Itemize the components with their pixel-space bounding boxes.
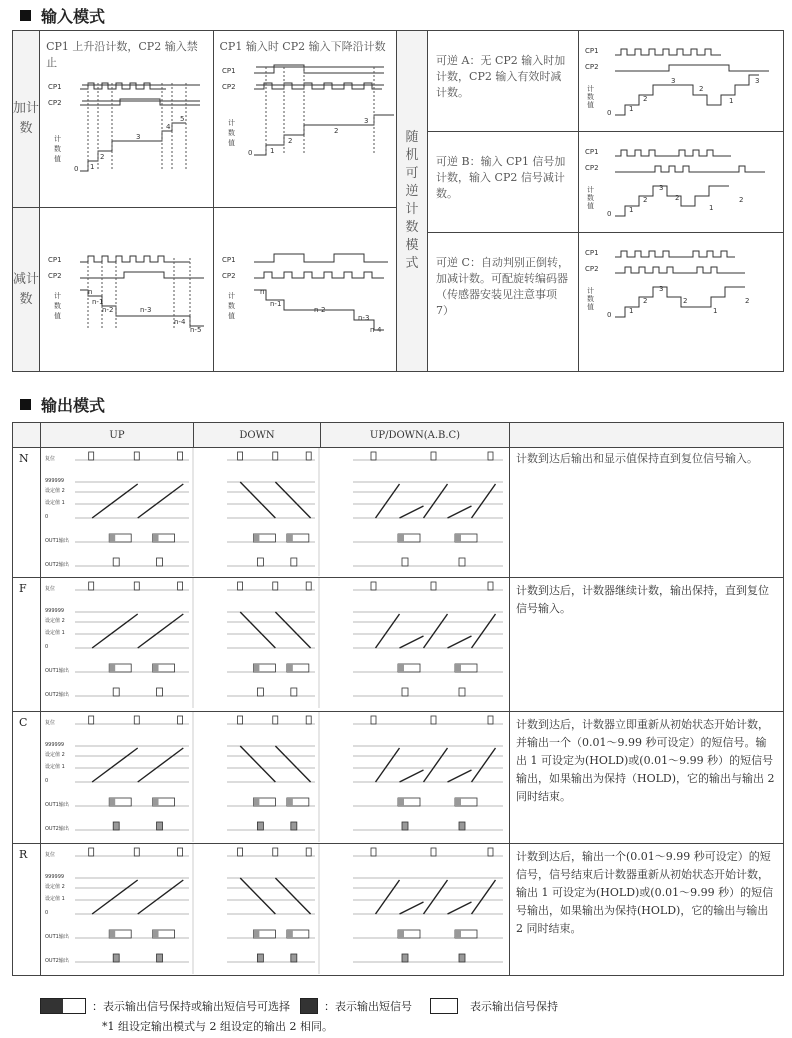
header-updown: UP/DOWN(A.B.C) — [321, 423, 510, 448]
diagram-label: 0 — [45, 514, 49, 520]
add-waveform-2 — [214, 55, 396, 175]
output-row-f — [13, 578, 784, 712]
sub-waveform-1 — [40, 208, 212, 368]
svg-text:值: 值 — [54, 312, 62, 320]
svg-text:1: 1 — [709, 204, 714, 212]
svg-text:CP2: CP2 — [585, 164, 599, 172]
legend-item2: ：表示输出短信号 — [324, 1000, 412, 1013]
sub-count-cell-1 — [40, 208, 213, 372]
header-down: DOWN — [194, 423, 321, 448]
mode-label-f: F — [13, 578, 41, 712]
mode-label-r: R — [13, 844, 41, 976]
legend — [40, 998, 558, 1034]
svg-text:2: 2 — [287, 137, 292, 145]
input-mode-table — [12, 30, 784, 372]
rev-b-waveform — [579, 132, 779, 232]
diagram-label: 999999 — [45, 608, 65, 614]
short-signal-swatch — [300, 998, 318, 1014]
svg-text:2: 2 — [745, 297, 750, 305]
svg-text:值: 值 — [227, 139, 235, 147]
svg-text:3: 3 — [659, 184, 664, 192]
diagram-label: 0 — [45, 910, 49, 916]
add-waveform-1 — [40, 71, 212, 191]
svg-text:计: 计 — [587, 186, 595, 194]
rev-a-text: 可逆 A：无 CP2 输入时加计数，CP2 输入有效时减计数。 — [436, 54, 566, 99]
svg-text:计: 计 — [587, 85, 595, 93]
svg-text:计: 计 — [227, 292, 235, 300]
svg-text:n-1: n-1 — [92, 298, 104, 306]
svg-text:CP2: CP2 — [48, 272, 62, 280]
diagram-label: 复位 — [45, 456, 56, 462]
diagram-label: 复位 — [45, 586, 56, 592]
svg-text:值: 值 — [587, 303, 595, 311]
svg-text:值: 值 — [227, 312, 235, 320]
output-section-title: 输出模式 — [41, 396, 106, 415]
square-bullet-icon — [20, 10, 31, 21]
header-blank — [13, 423, 41, 448]
add-count-cell-2 — [213, 31, 396, 208]
rev-b-text: 可逆 B：输入 CP1 信号加计数，输入 CP2 信号减计数。 — [436, 155, 566, 200]
svg-text:n-3: n-3 — [140, 306, 152, 314]
svg-text:n-2: n-2 — [313, 306, 325, 314]
rev-a-waveform — [579, 31, 779, 131]
legend-row — [40, 998, 558, 1014]
svg-text:3: 3 — [659, 285, 664, 293]
svg-text:CP2: CP2 — [48, 99, 62, 107]
diagram-label: 设定值 2 — [45, 618, 65, 624]
diagram-label: 设定值 2 — [45, 884, 65, 890]
svg-text:1: 1 — [629, 307, 634, 315]
svg-text:值: 值 — [587, 202, 595, 210]
svg-text:n-2: n-2 — [102, 306, 114, 314]
diagram-label: 设定值 2 — [45, 488, 65, 494]
svg-text:1: 1 — [629, 206, 634, 214]
reversible-modes — [428, 31, 784, 372]
diagram-label: 复位 — [45, 720, 56, 726]
output-section-heading — [20, 393, 105, 416]
diagram-label: OUT1输出 — [45, 934, 69, 940]
svg-text:数: 数 — [587, 194, 595, 202]
header-description — [510, 423, 784, 448]
svg-text:CP1: CP1 — [221, 256, 236, 264]
svg-text:5: 5 — [180, 115, 185, 123]
svg-text:计: 计 — [587, 287, 595, 295]
svg-text:数: 数 — [587, 93, 595, 101]
svg-text:计: 计 — [227, 119, 235, 127]
mode-c-diagrams — [41, 712, 510, 844]
diagram-label: OUT1输出 — [45, 538, 69, 544]
rev-a-cell — [428, 31, 579, 132]
output-row-c — [13, 712, 784, 844]
svg-text:4: 4 — [166, 123, 171, 131]
svg-text:n-4: n-4 — [369, 326, 381, 334]
svg-text:值: 值 — [587, 101, 595, 109]
svg-text:3: 3 — [755, 77, 760, 85]
add-count-label: 加计数 — [13, 31, 40, 208]
mode-f-waveforms — [41, 578, 507, 710]
svg-text:CP2: CP2 — [585, 265, 599, 273]
svg-text:0: 0 — [607, 311, 612, 319]
diagram-label: OUT2输出 — [45, 562, 69, 568]
svg-text:数: 数 — [54, 145, 62, 153]
random-reversible-label: 随机可逆计数模式 — [396, 31, 427, 372]
mode-label-n: N — [13, 448, 41, 578]
svg-text:CP1: CP1 — [585, 148, 599, 156]
svg-text:CP2: CP2 — [585, 63, 599, 71]
diagram-label: 999999 — [45, 742, 65, 748]
mode-desc-f: 计数到达后，计数器继续计数，输出保持，直到复位信号输入。 — [510, 578, 784, 712]
rev-a-diagram-cell — [579, 31, 783, 132]
mode-desc-c: 计数到达后，计数器立即重新从初始状态开始计数，并输出一个（0.01～9.99 秒可设定）的短信号。输出 1 可设定为(HOLD)或(0.01～9.99 秒）的短信号输出，如果输出为保持（HOLD)，它的输出与输出 2 同时结束。 — [510, 712, 784, 844]
input-section-heading — [20, 4, 105, 27]
mode-label-c: C — [13, 712, 41, 844]
svg-text:值: 值 — [54, 155, 62, 163]
mode-f-diagrams — [41, 578, 510, 712]
output-mode-table — [12, 422, 784, 976]
diagram-label: OUT2输出 — [45, 826, 69, 832]
svg-text:数: 数 — [587, 295, 595, 303]
svg-text:3: 3 — [136, 133, 141, 141]
svg-text:2: 2 — [643, 95, 648, 103]
svg-text:2: 2 — [683, 297, 688, 305]
rev-c-diagram-cell — [579, 233, 783, 372]
svg-text:2: 2 — [699, 85, 704, 93]
svg-text:n-4: n-4 — [174, 318, 186, 326]
sub-waveform-2 — [214, 208, 396, 368]
header-up: UP — [41, 423, 194, 448]
sub-count-label: 减计数 — [13, 208, 40, 372]
mode-n-diagrams — [41, 448, 510, 578]
diagram-label: 设定值 1 — [45, 896, 65, 902]
svg-text:2: 2 — [643, 196, 648, 204]
sub-count-cell-2 — [213, 208, 396, 372]
add-count-cell-1 — [40, 31, 213, 208]
svg-text:CP1: CP1 — [48, 256, 62, 264]
svg-text:2: 2 — [100, 153, 105, 161]
svg-text:数: 数 — [227, 129, 235, 137]
svg-text:n-1: n-1 — [269, 300, 281, 308]
add-cell1-text: CP1 上升沿计数，CP2 输入禁止 — [46, 40, 198, 69]
svg-text:2: 2 — [333, 127, 338, 135]
svg-text:2: 2 — [675, 194, 680, 202]
rev-c-text: 可逆 C：自动判别正倒转，加减计数。可配旋转编码器（传感器安装见注意事项 7） — [436, 256, 569, 317]
rev-b-diagram-cell — [579, 132, 783, 233]
diagram-label: 设定值 2 — [45, 752, 65, 758]
rev-c-cell — [428, 233, 579, 372]
hold-or-short-swatch — [40, 998, 86, 1014]
svg-text:CP2: CP2 — [221, 83, 236, 91]
mode-n-waveforms — [41, 448, 507, 576]
mode-desc-r: 计数到达后，输出一个(0.01～9.99 秒可设定）的短信号，信号结束后计数器重新从初始状态开始计数，输出 1 可设定为(HOLD)或(0.01～9.99 秒）的短信号输出，如果输出为保持(HOLD)，它的输出与输出 2 同时结束。 — [510, 844, 784, 976]
diagram-label: 999999 — [45, 874, 65, 880]
svg-text:n: n — [259, 288, 264, 296]
output-row-n — [13, 448, 784, 578]
diagram-label: OUT1输出 — [45, 668, 69, 674]
svg-text:1: 1 — [90, 163, 95, 171]
output-row-r — [13, 844, 784, 976]
diagram-label: OUT1输出 — [45, 802, 69, 808]
svg-text:n-5: n-5 — [190, 326, 202, 334]
add-cell2-text: CP1 输入时 CP2 输入下降沿计数 — [219, 40, 386, 53]
diagram-label: OUT2输出 — [45, 958, 69, 964]
svg-text:2: 2 — [739, 196, 744, 204]
svg-text:1: 1 — [269, 147, 274, 155]
svg-text:0: 0 — [247, 149, 252, 157]
diagram-label: 设定值 1 — [45, 500, 65, 506]
legend-item1: ：表示输出信号保持或输出短信号可选择 — [92, 1000, 290, 1013]
hold-signal-swatch — [430, 998, 458, 1014]
svg-text:CP1: CP1 — [585, 249, 599, 257]
diagram-label: 设定值 1 — [45, 764, 65, 770]
mode-r-diagrams — [41, 844, 510, 976]
diagram-label: 设定值 1 — [45, 630, 65, 636]
svg-text:2: 2 — [643, 297, 648, 305]
mode-c-waveforms — [41, 712, 507, 842]
svg-text:CP2: CP2 — [221, 272, 236, 280]
svg-text:3: 3 — [671, 77, 676, 85]
rev-c-waveform — [579, 233, 779, 333]
diagram-label: 复位 — [45, 852, 56, 858]
diagram-label: 0 — [45, 644, 49, 650]
svg-text:3: 3 — [363, 117, 368, 125]
diagram-label: 999999 — [45, 478, 65, 484]
svg-text:1: 1 — [729, 97, 734, 105]
mode-r-waveforms — [41, 844, 507, 974]
svg-text:1: 1 — [713, 307, 718, 315]
svg-text:0: 0 — [607, 109, 612, 117]
rev-b-cell — [428, 132, 579, 233]
svg-text:CP1: CP1 — [48, 83, 62, 91]
square-bullet-icon — [20, 399, 31, 410]
svg-text:数: 数 — [54, 302, 62, 310]
svg-text:1: 1 — [629, 105, 634, 113]
input-section-title: 输入模式 — [41, 7, 106, 26]
svg-text:CP1: CP1 — [221, 67, 236, 75]
svg-text:0: 0 — [74, 165, 79, 173]
mode-desc-n: 计数到达后输出和显示值保持直到复位信号输入。 — [510, 448, 784, 578]
svg-text:数: 数 — [227, 302, 235, 310]
svg-text:CP1: CP1 — [585, 47, 599, 55]
svg-text:0: 0 — [607, 210, 612, 218]
diagram-label: 0 — [45, 778, 49, 784]
diagram-label: OUT2输出 — [45, 692, 69, 698]
svg-text:计: 计 — [54, 135, 62, 143]
svg-text:n: n — [88, 288, 93, 296]
legend-note: *1 组设定输出模式与 2 组设定的输出 2 相同。 — [102, 1020, 333, 1033]
legend-item3: 表示输出信号保持 — [470, 1000, 558, 1013]
svg-text:n-3: n-3 — [357, 314, 369, 322]
svg-text:计: 计 — [54, 292, 62, 300]
output-header-row — [13, 423, 784, 448]
